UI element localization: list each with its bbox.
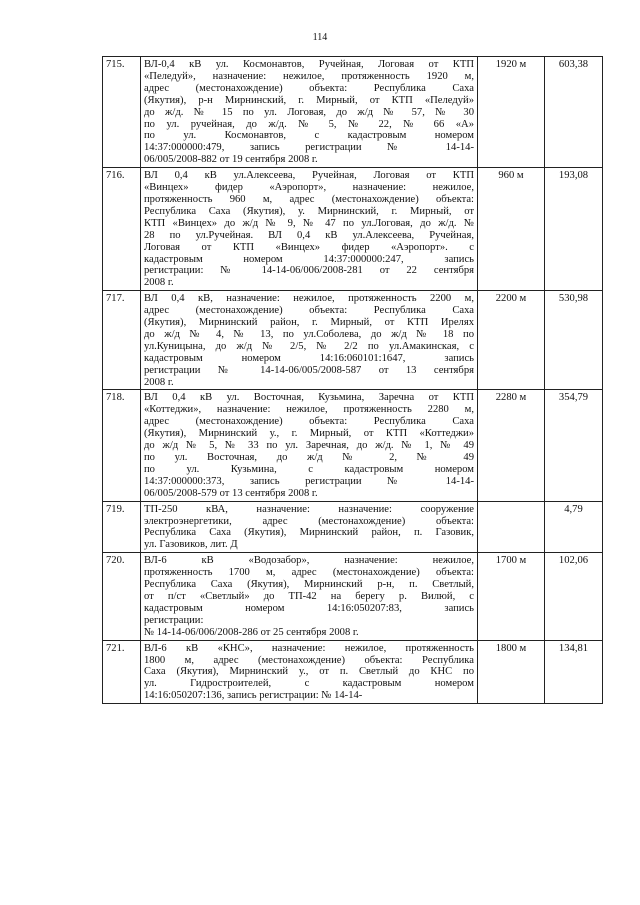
description-line: (Якутия), р-н Мирнинский, г. Мирный, от КТП «Пеледуй»	[144, 94, 474, 106]
object-description	[141, 168, 478, 291]
description-line: Логовая от КТП «Винцех» фидер «Аэропорт». с	[144, 241, 474, 253]
description-line: «Винцех» фидер «Аэропорт», назначение: нежилое,	[144, 182, 474, 194]
object-value: 530,98	[545, 291, 603, 390]
object-value: 4,79	[545, 501, 603, 553]
object-value: 102,06	[545, 553, 603, 640]
description-line: регистрации:	[144, 614, 204, 626]
description-line: по ул. Восточная, до ж/д № 2, № 49	[144, 452, 474, 463]
description-line: ВЛ 0,4 кВ ул.Алексеева, Ручейная, Логовая от КТП	[144, 170, 474, 182]
row-number: 721.	[103, 640, 141, 704]
table-row	[103, 168, 603, 291]
description-line: регистрации: № 14-14-06/006/2008-281 от 22 сентября	[144, 265, 474, 277]
property-registry-table	[102, 56, 603, 704]
description-line: ВЛ-6 кВ «КНС», назначение: нежилое, протяженность	[144, 642, 474, 654]
description-line: ул. Газовиков, лит. Д	[144, 539, 238, 551]
object-value: 134,81	[545, 640, 603, 704]
description-line: Саха (Якутия), Мирнинский у., от п. Светлый до КНС по	[144, 666, 474, 678]
row-number: 718.	[103, 390, 141, 501]
description-line: адрес (местонахождение) объекта: Республика Саха	[144, 305, 474, 317]
object-length: 2280 м	[478, 390, 545, 501]
table-row	[103, 57, 603, 168]
object-description	[141, 57, 478, 168]
description-line: «Коттеджи», назначение: нежилое, протяженность 2280 м,	[144, 404, 474, 416]
description-line: адрес (местонахождение) объекта: Республика Саха	[144, 82, 474, 94]
object-length: 960 м	[478, 168, 545, 291]
description-line: (Якутия), Мирнинский район, г. Мирный, от КТП Ирелях	[144, 317, 474, 329]
object-length: 1700 м	[478, 553, 545, 640]
object-length: 1800 м	[478, 640, 545, 704]
description-line: Республика Саха (Якутия), у. Мирнинский, г. Мирный, от	[144, 205, 474, 217]
object-length	[478, 501, 545, 553]
description-line: Республика Саха (Якутия), Мирнинский район, п. Газовик,	[144, 527, 474, 539]
description-line: протяженность 960 м, адрес (местонахождение) объекта:	[144, 193, 474, 205]
description-line: ВЛ 0,4 кВ ул. Восточная, Кузьмина, Заречна от КТП	[144, 392, 474, 404]
description-line: (Якутия), Мирнинский у., г. Мирный, от КТП «Коттеджи»	[144, 428, 474, 440]
description-line: ТП-250 кВА, назначение: назначение: сооружение	[144, 503, 474, 515]
table-row	[103, 640, 603, 704]
row-number: 716.	[103, 168, 141, 291]
description-line: 28 по ул.Ручейная. ВЛ 0,4 кВ ул.Алексеева, Ручейная,	[144, 229, 474, 241]
object-description	[141, 390, 478, 501]
object-value: 193,08	[545, 168, 603, 291]
description-line: ВЛ-0,4 кВ ул. Космонавтов, Ручейная, Логовая от КТП	[144, 59, 474, 70]
object-description	[141, 640, 478, 704]
description-line: Республика Саха (Якутия), Мирнинский р-н, п. Светлый,	[144, 579, 474, 591]
description-line: 06/005/2008-882 от 19 сентября 2008 г.	[144, 154, 318, 166]
description-line: ВЛ-6 кВ «Водозабор», назначение: нежилое,	[144, 555, 474, 567]
description-line: кадастровым номером 14:37:000000:247, запись	[144, 253, 474, 265]
description-line: до ж/д. № 15 по ул. Логовая, до ж/д № 57, № 30	[144, 106, 474, 118]
description-line: кадастровым номером 14:16:050207:83, запись	[144, 602, 474, 614]
description-line: «Пеледуй», назначение: нежилое, протяженность 1920 м,	[144, 70, 474, 82]
table-row	[103, 553, 603, 640]
description-line: кадастровым номером 14:16:060101:1647, запись	[144, 352, 474, 364]
page-number: 114	[312, 32, 328, 43]
description-line: 14:16:050207:136, запись регистрации: № 14-14-	[144, 690, 363, 702]
description-line: ВЛ 0,4 кВ, назначение: нежилое, протяженность 2200 м,	[144, 293, 474, 305]
description-line: регистрации № 14-14-06/005/2008-587 от 13 сентября	[144, 364, 474, 376]
object-description	[141, 291, 478, 390]
description-line: ул.Куницына, до ж/д № 2/5, № 2/2 по ул.Амакинская, с	[144, 340, 474, 352]
description-line: по ул. Космонавтов, с кадастровым номером	[144, 130, 474, 142]
description-line: адрес (местонахождение) объекта: Республика Саха	[144, 416, 474, 428]
description-line: КТП «Винцех» до ж/д № 9, № 47 по ул.Логовая, до ж/д. №	[144, 217, 474, 229]
description-line: электроэнергетики, адрес (местонахождение) объекта:	[144, 515, 474, 527]
object-description	[141, 501, 478, 553]
description-line: 2008 г.	[144, 376, 174, 388]
table-row	[103, 291, 603, 390]
object-length: 2200 м	[478, 291, 545, 390]
description-line: от п/ст «Светлый» до ТП-42 на берегу р. Вилюй, с	[144, 590, 474, 602]
description-line: 14:37:000000:373, запись регистрации № 14-14-	[144, 475, 474, 487]
object-value: 603,38	[545, 57, 603, 168]
description-line: 06/005/2008-579 от 13 сентября 2008 г.	[144, 487, 318, 499]
row-number: 720.	[103, 553, 141, 640]
description-line: 14:37:000000:479, запись регистрации № 14-14-	[144, 142, 474, 154]
row-number: 715.	[103, 57, 141, 168]
object-description	[141, 553, 478, 640]
description-line: по ул. ручейная, до ж/д. № 5, № 22, № 66 «А»	[144, 118, 474, 130]
description-line: № 14-14-06/006/2008-286 от 25 сентября 2008 г.	[144, 626, 359, 638]
description-line: до ж/д № 4, № 13, по ул.Соболева, до ж/д № 18 по	[144, 328, 474, 340]
description-line: по ул. Кузьмина, с кадастровым номером	[144, 463, 474, 475]
description-line: до ж/д № 5, № 33 по ул. Заречная, до ж/д. № 1, № 49	[144, 440, 474, 452]
table-row	[103, 390, 603, 501]
row-number: 719.	[103, 501, 141, 553]
object-value: 354,79	[545, 390, 603, 501]
description-line: протяженность 1700 м, адрес (местонахождение) объекта:	[144, 567, 474, 579]
table-row	[103, 501, 603, 553]
table-body	[103, 57, 603, 704]
description-line: ул. Гидростроителей, с кадастровым номером	[144, 678, 474, 690]
description-line: 2008 г.	[144, 277, 174, 289]
description-line: 1800 м, адрес (местонахождение) объекта: Республика	[144, 654, 474, 666]
row-number: 717.	[103, 291, 141, 390]
object-length: 1920 м	[478, 57, 545, 168]
